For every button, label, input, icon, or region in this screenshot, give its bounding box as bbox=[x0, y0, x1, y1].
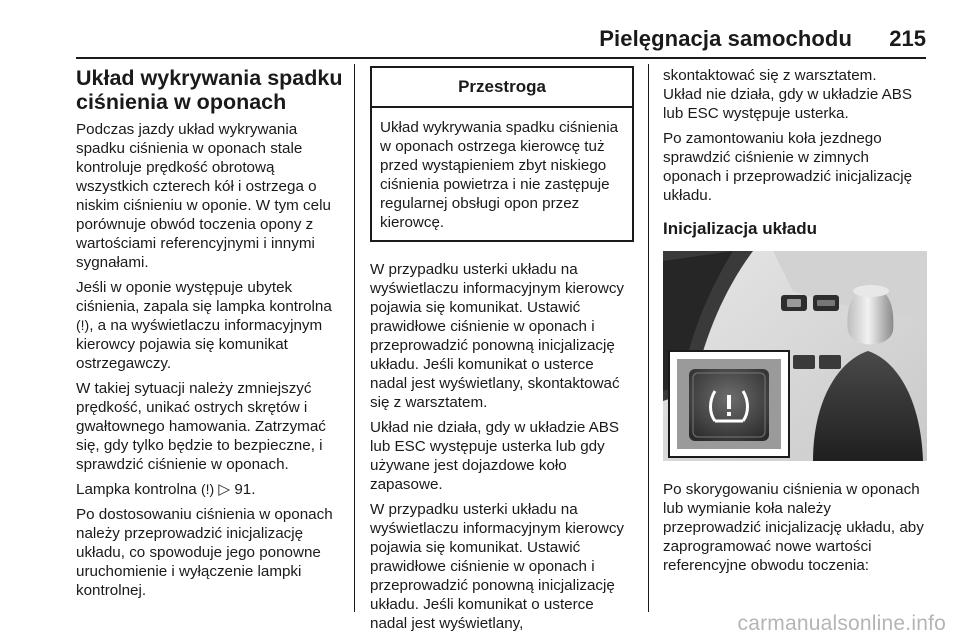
paragraph: skontaktować się z warsztatem. bbox=[663, 67, 877, 84]
paragraph: Układ nie działa, gdy w układzie ABS lub ESC występuje usterka lub gdy używane jest dojazdowe koło zapasowe. bbox=[370, 419, 620, 493]
paragraph: Po skorygowaniu ciśnienia w oponach lub wymianie koła należy przeprowadzić inicjalizację układu, aby zaprogramować nowe wartości referencyjne obwodu toczenia: bbox=[663, 481, 924, 574]
center-console-photo bbox=[663, 251, 927, 461]
warning-box bbox=[370, 66, 634, 242]
header-divider bbox=[76, 57, 926, 59]
paragraph-text: Lampka kontrolna bbox=[76, 481, 197, 498]
sub-heading: Inicjalizacja układu bbox=[663, 219, 818, 238]
section-heading: Układ wykrywania spadku ciśnienia w oponach bbox=[76, 66, 343, 114]
page-reference-arrow-icon: ▷ bbox=[218, 481, 231, 498]
page-header-title: Pielęgnacja samochodu bbox=[599, 26, 852, 51]
text-column-3 bbox=[663, 66, 927, 581]
paragraph: Układ nie działa, gdy w układzie ABS lub ESC występuje usterka. bbox=[663, 86, 913, 122]
tire-pressure-warning-icon: (!) bbox=[200, 481, 215, 497]
watermark: carmanualsonline.info bbox=[737, 612, 946, 635]
paragraph: W przypadku usterki układu na wyświetlaczu informacyjnym kierowcy pojawia się komunikat. Ustawić prawidłowe ciśnienie w oponach i przeprowadzić ponowną inicjalizację układu. Jeśli komunikat o usterce nadal jest wyświetlany, bbox=[370, 501, 625, 632]
warning-title: Przestroga bbox=[372, 68, 632, 108]
column-divider-2 bbox=[648, 64, 649, 612]
column-divider-1 bbox=[354, 64, 355, 612]
text-column-1 bbox=[76, 66, 344, 606]
paragraph-text: , a na wyświetlaczu informacyjnym kierowcy pojawia się komunikat ostrzegawczy. bbox=[76, 317, 323, 372]
paragraph: W przypadku usterki układu na wyświetlaczu informacyjnym kierowcy pojawia się komunikat. Ustawić prawidłowe ciśnienie w oponach i przeprowadzić ponowną inicjalizację układu. Jeśli komunikat o usterce nadal jest wyświetlany, skontaktować się z warsztatem. bbox=[370, 261, 625, 411]
warning-text: Układ wykrywania spadku ciśnienia w oponach ostrzega kierowcę tuż przed wystąpieniem zbyt niskiego ciśnienia powietrza i nie zastępuje regularnej obsługi opon przez kierowcę. bbox=[380, 119, 619, 231]
page-number: 215 bbox=[889, 26, 926, 51]
paragraph bbox=[76, 480, 344, 499]
page-reference[interactable]: 91. bbox=[234, 481, 256, 498]
paragraph-text: Jeśli w oponie występuje ubytek ciśnienia, zapala się lampka kontrolna bbox=[76, 279, 332, 315]
tire-pressure-warning-icon: (!) bbox=[76, 317, 90, 333]
paragraph: Po zamontowaniu koła jezdnego sprawdzić ciśnienie w zimnych oponach i przeprowadzić inicjalizację układu. bbox=[663, 130, 913, 204]
paragraph: Podczas jazdy układ wykrywania spadku ciśnienia w oponach stale kontroluje prędkość obrotową wszystkich czterech kół i ostrzega o niskim ciśnieniu w oponie. W tym celu porównuje obwód toczenia opony z wartościami referencyjnymi i innymi sygnałami. bbox=[76, 121, 331, 271]
paragraph: Po dostosowaniu ciśnienia w oponach należy przeprowadzić inicjalizację układu, co spowoduje jego ponowne uruchomienie i wyłączenie lampki kontrolnej. bbox=[76, 506, 333, 599]
paragraph bbox=[76, 278, 344, 373]
text-column-2 bbox=[370, 66, 634, 639]
paragraph: W takiej sytuacji należy zmniejszyć prędkość, unikać ostrych skrętów i gwałtownego hamowania. Zatrzymać się, gdy tylko będzie to bezpieczne, i sprawdzić ciśnienie w oponach. bbox=[76, 380, 326, 473]
